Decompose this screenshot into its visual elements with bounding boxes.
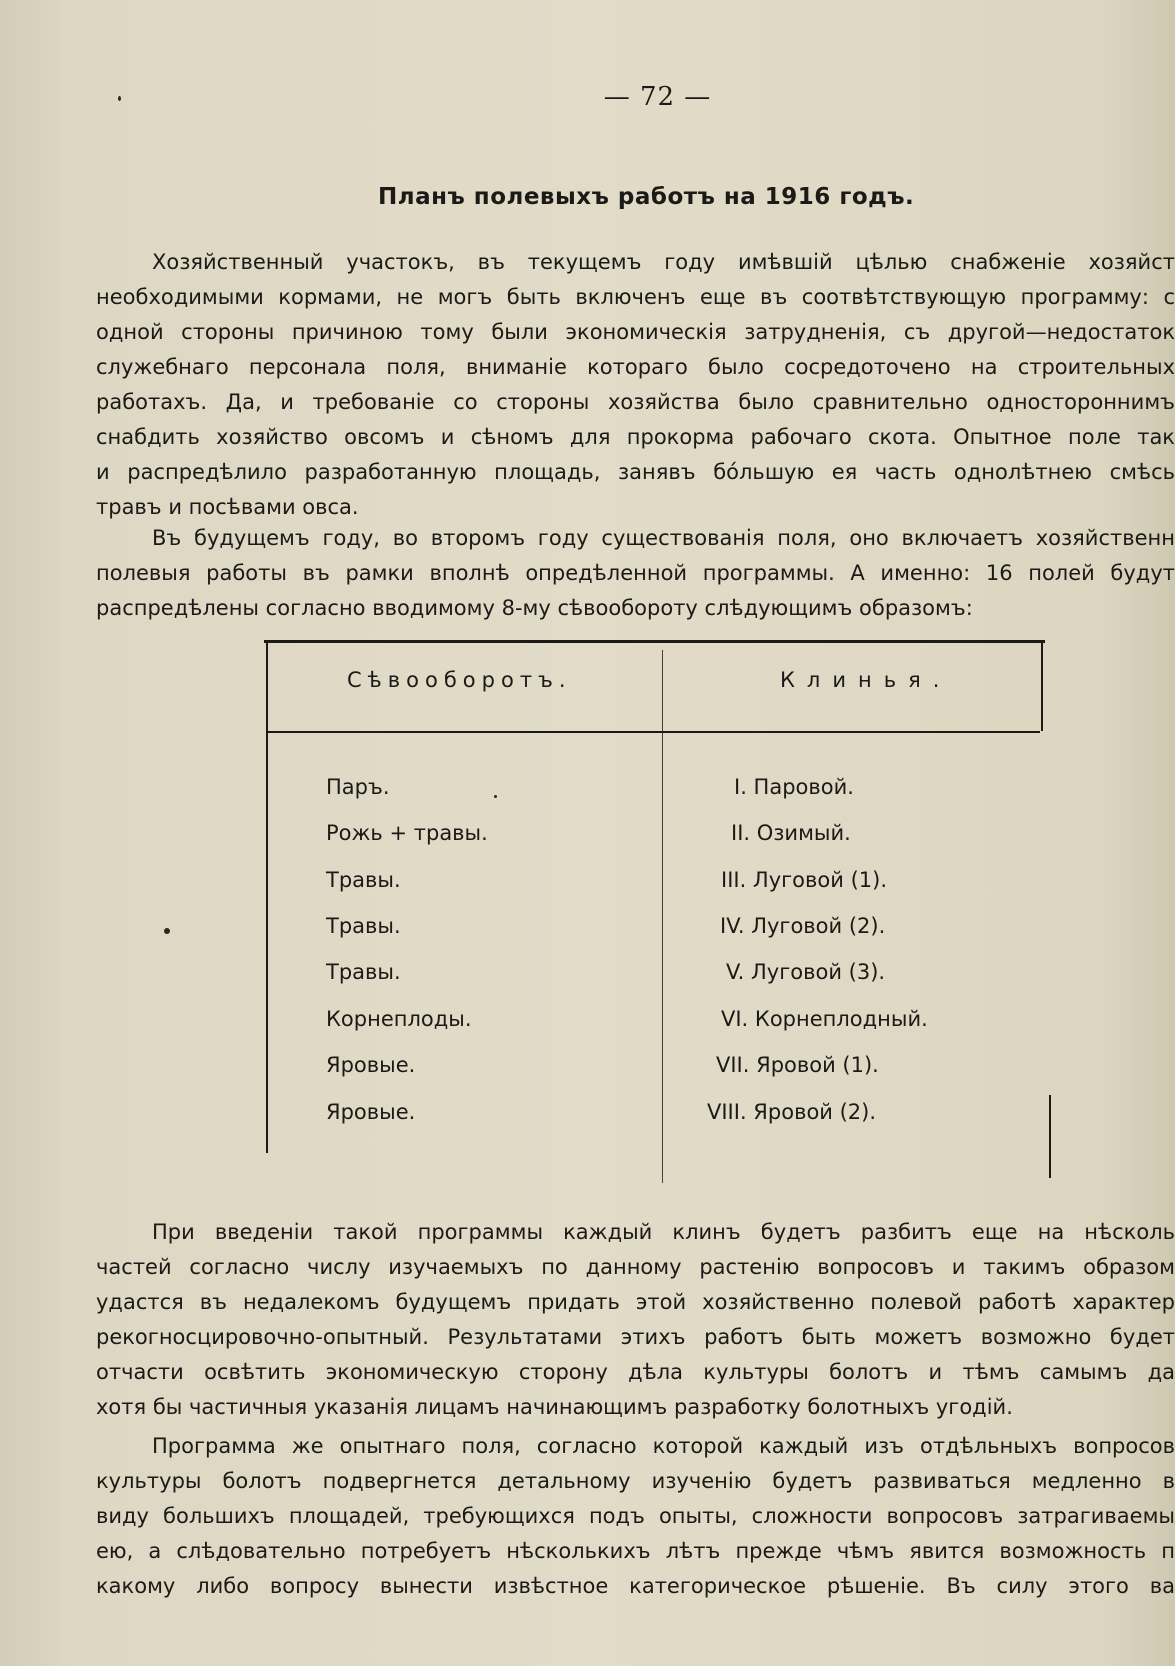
text-line: хотя бы частичныя указанія лицамъ начинающимъ разработку болотныхъ угодій. [96, 1395, 1013, 1419]
text-line: отчасти освѣтить экономическую сторону дѣла культуры болотъ и тѣмъ самымъ да [96, 1360, 1175, 1384]
text-line: распредѣлены согласно вводимому 8-му сѣвообороту слѣдующимъ образомъ: [96, 596, 973, 620]
text-line: какому либо вопросу вынести извѣстное категорическое рѣшеніе. Въ силу этого ва [96, 1574, 1175, 1598]
wedge-cell: III. Луговой (1). [721, 868, 888, 892]
scan-speck [494, 795, 497, 798]
rotation-cell: Яровые. [326, 1100, 416, 1124]
text-line: одной стороны причиною тому были экономическія затрудненія, съ другой—недостаток [96, 320, 1175, 344]
table-right-border-lower [1049, 1095, 1051, 1178]
text-line: виду большихъ площадей, требующихся подъ опыты, сложности вопросовъ затрагиваемы [96, 1504, 1175, 1528]
text-line: При введеніи такой программы каждый клинъ будетъ разбитъ еще на нѣсколь [152, 1220, 1175, 1244]
text-line: удастся въ недалекомъ будущемъ придать этой хозяйственно полевой работѣ характер [96, 1290, 1175, 1314]
text-line: ею, а слѣдовательно потребуетъ нѣсколькихъ лѣтъ прежде чѣмъ явится возможность п [96, 1539, 1175, 1563]
scan-speck [164, 928, 170, 934]
text-line: травъ и посѣвами овса. [96, 495, 359, 519]
wedge-cell: VI. Корнеплодный. [721, 1007, 928, 1031]
paragraph-1 [96, 245, 1175, 525]
rotation-cell: Травы. [326, 960, 401, 984]
paragraph-2 [96, 521, 1175, 626]
text-line: Хозяйственный участокъ, въ текущемъ году имѣвшій цѣлью снабженіе хозяйст [152, 250, 1175, 274]
wedge-cell: VIII. Яровой (2). [707, 1100, 877, 1124]
wedge-cell: IV. Луговой (2). [720, 914, 886, 938]
text-line: культуры болотъ подвергнется детальному изученію будетъ развиваться медленно в [96, 1469, 1175, 1493]
scan-speck [118, 96, 121, 101]
rotation-cell: Травы. [326, 914, 401, 938]
text-line: полевыя работы въ рамки вполнѣ опредѣленной программы. А именно: 16 полей будут [96, 561, 1175, 585]
text-line: Программа же опытнаго поля, согласно которой каждый изъ отдѣльныхъ вопросов [152, 1434, 1175, 1458]
wedge-cell: II. Озимый. [731, 821, 851, 845]
section-title: Планъ полевыхъ работъ на 1916 годъ. [378, 184, 915, 210]
rotation-cell: Корнеплоды. [326, 1007, 472, 1031]
rotation-cell: Рожь + травы. [326, 821, 488, 845]
table-column-divider [662, 650, 663, 1183]
column-header-rotation: Сѣвооборотъ. [347, 668, 572, 692]
table-top-rule [264, 640, 1045, 643]
wedge-cell: V. Луговой (3). [726, 960, 886, 984]
text-line: необходимыми кормами, не могъ быть включенъ еще въ соотвѣтствующую программу: с [96, 285, 1175, 309]
text-line: Въ будущемъ году, во второмъ году существованія поля, оно включаетъ хозяйственн [152, 526, 1175, 550]
text-line: и распредѣлило разработанную площадь, занявъ бóльшую ея часть однолѣтнею смѣсь [96, 460, 1175, 484]
rotation-cell: Паръ. [326, 775, 390, 799]
text-line: служебнаго персонала поля, вниманіе котораго было сосредоточено на строительных [96, 355, 1175, 379]
rotation-cell: Яровые. [326, 1053, 416, 1077]
paragraph-4 [96, 1429, 1175, 1604]
paragraph-3 [96, 1215, 1175, 1425]
wedge-cell: I. Паровой. [734, 775, 854, 799]
text-line: частей согласно числу изучаемыхъ по данному растенію вопросовъ и такимъ образом [96, 1255, 1175, 1279]
column-header-wedges: Клинья. [780, 668, 952, 692]
table-header-rule [268, 731, 1040, 733]
text-line: снабдить хозяйство овсомъ и сѣномъ для прокорма рабочаго скота. Опытное поле так [96, 425, 1175, 449]
text-line: рекогносцировочно-опытный. Результатами этихъ работъ быть можетъ возможно будет [96, 1325, 1175, 1349]
table-left-border [266, 643, 268, 1153]
text-line: работахъ. Да, и требованіе со стороны хозяйства было сравнительно одностороннимъ [96, 390, 1175, 414]
table-right-border [1041, 643, 1043, 731]
rotation-cell: Травы. [326, 868, 401, 892]
wedge-cell: VII. Яровой (1). [716, 1053, 879, 1077]
page-number: — 72 — [603, 82, 712, 112]
